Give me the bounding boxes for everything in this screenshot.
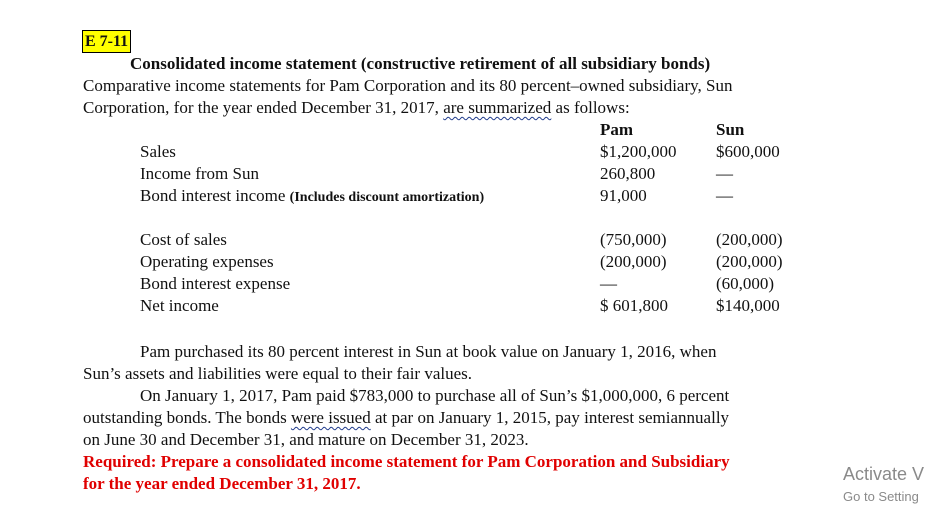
row-label: Income from Sun	[140, 164, 259, 183]
row-label: Net income	[140, 296, 219, 315]
row-label: Bond interest expense	[140, 274, 291, 293]
row-sun-value: $600,000	[716, 142, 780, 161]
row-label	[140, 185, 484, 209]
col-header-pam: Pam	[600, 120, 634, 139]
row-pam-value: $ 601,800	[600, 296, 668, 315]
intro-line-1: Comparative income statements for Pam Corporation and its 80 percent–owned subsidiary, Sun	[83, 76, 733, 95]
para2-line-2-start: outstanding bonds. The bonds	[83, 408, 287, 427]
intro-line-2-end: as follows:	[555, 98, 630, 117]
para2-line-2	[83, 407, 729, 429]
row-pam-value: 91,000	[600, 186, 647, 205]
row-label-note: (Includes discount amortization)	[289, 190, 485, 205]
row-sun-value: —	[716, 186, 733, 205]
para1-line-1: Pam purchased its 80 percent interest in Sun at book value on January 1, 2016, when	[140, 342, 717, 361]
para2-line-1: On January 1, 2017, Pam paid $783,000 to purchase all of Sun’s $1,000,000, 6 percent	[140, 386, 730, 405]
row-sun-value: (60,000)	[716, 274, 775, 293]
row-sun-value: (200,000)	[716, 252, 783, 271]
row-sun-value: —	[716, 164, 733, 183]
col-header-sun: Sun	[716, 120, 745, 139]
intro-spelling-flag: are summarized	[443, 98, 552, 117]
required-line-1: Required: Prepare a consolidated income statement for Pam Corporation and Subsidiary	[83, 452, 730, 471]
para1-line-2: Sun’s assets and liabilities were equal to their fair values.	[83, 364, 473, 383]
row-sun-value: $140,000	[716, 296, 780, 315]
exercise-label: E 7-11	[82, 30, 131, 53]
required-line-2: for the year ended December 31, 2017.	[83, 474, 361, 493]
para2-line-2-end: at par on January 1, 2015, pay interest semiannually	[374, 408, 730, 427]
row-sun-value: (200,000)	[716, 230, 783, 249]
para2-spelling-flag: were issued	[290, 408, 371, 427]
exercise-title: Consolidated income statement (constructive retirement of all subsidiary bonds)	[130, 54, 711, 73]
row-pam-value: (750,000)	[600, 230, 667, 249]
intro-line-2-start: Corporation, for the year ended December 31, 2017,	[83, 98, 439, 117]
row-label: Sales	[140, 142, 176, 161]
para2-line-3: on June 30 and December 31, and mature on December 31, 2023.	[83, 430, 529, 449]
row-pam-value: $1,200,000	[600, 142, 677, 161]
go-to-settings-watermark: Go to Setting	[843, 489, 919, 504]
row-pam-value: (200,000)	[600, 252, 667, 271]
intro-line-2	[83, 97, 630, 119]
row-pam-value: 260,800	[600, 164, 656, 183]
row-label-text: Bond interest income	[140, 186, 286, 205]
row-label: Cost of sales	[140, 230, 227, 249]
row-pam-value: —	[600, 274, 617, 293]
row-label: Operating expenses	[140, 252, 274, 271]
activate-windows-watermark: Activate V	[843, 464, 925, 484]
